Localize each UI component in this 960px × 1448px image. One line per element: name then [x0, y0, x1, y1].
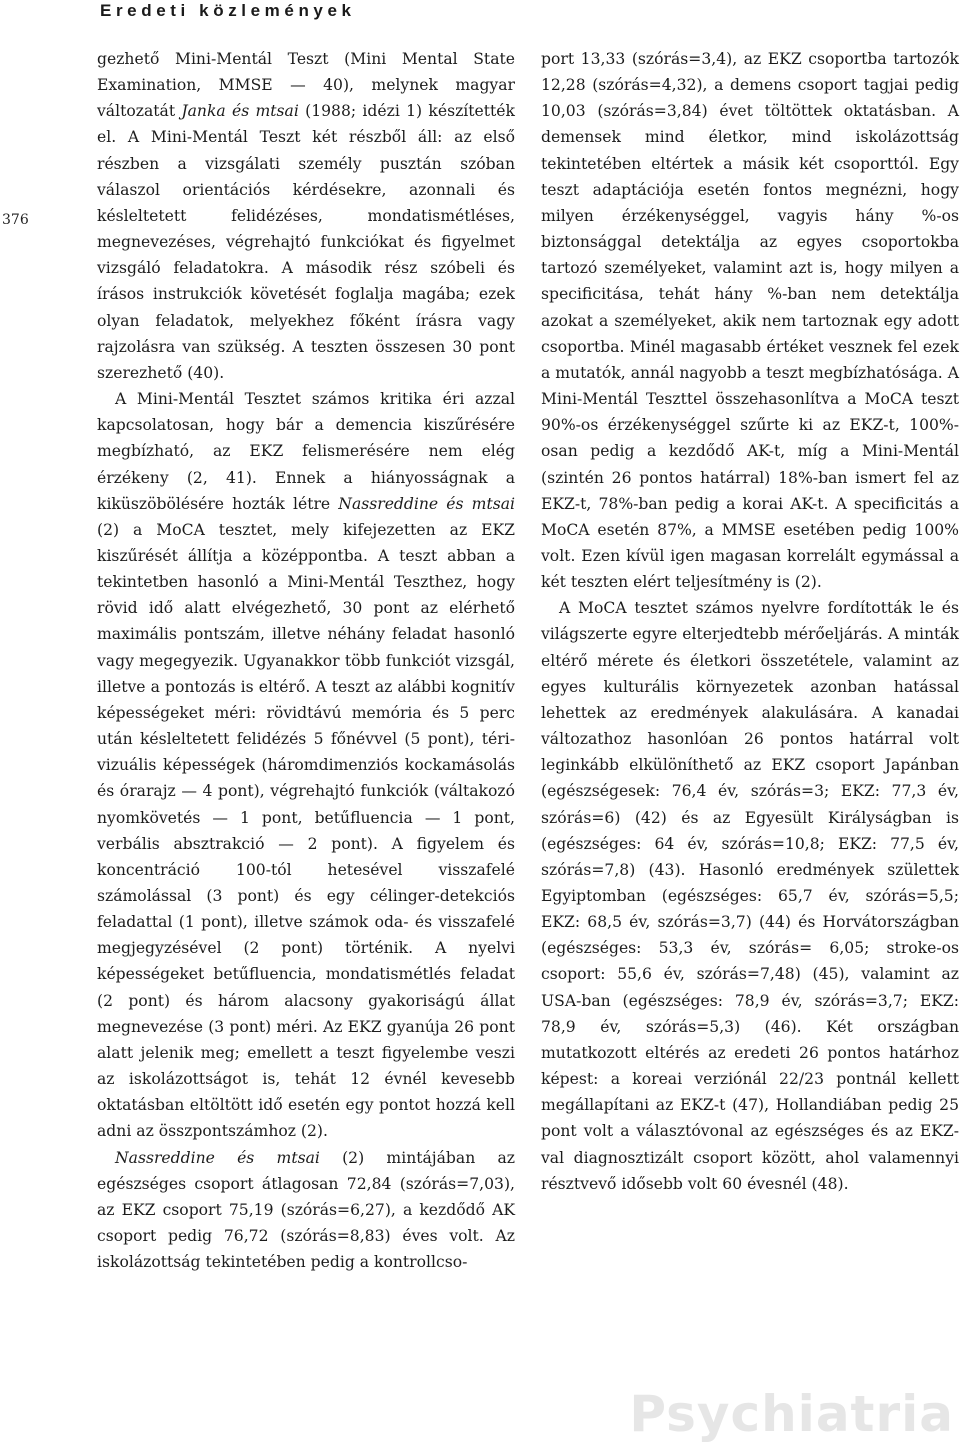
right-paragraph-1: port 13,33 (szórás=3,4), az EKZ csoportba tartozók 12,28 (szórás=4,32), a demens csoport tagjai pedig 10,03 (szórás=3,84) évet töltöttek oktatásban. A demensek mind életkor, mind iskolázottság tekintetében eltértek a másik két csoporttól. Egy teszt adaptációja esetén fontos megnézni, hogy milyen érzékenységgel, vagyis hány %-os biztonsággal detektálja az egyes csoportokba tartozó személyeket, valamint azt is, hogy milyen a specificitása, tehát hány %-ban nem detektálja azokat a személyeket, akik nem tartoznak egy adott csoportba. Minél magasabb értéket vesznek fel ezek a mutatók, annál nagyobb a teszt megbízhatósága. A Mini-Mentál Teszttel összehasonlítva a MoCA teszt 90%-os érzékenységgel szűrte ki az EKZ-t, 100%-osan pedig a kezdődő AK-t, míg a Mini-Mentál (szintén 26 pontos határral) 18%-ban ismert fel az EKZ-t, 78%-ban pedig a korai AK-t. A specificitás a MoCA esetén 87%, a MMSE esetében pedig 100% volt. Ezen kívül igen magasan korrelált egymással a két teszten elért teljesítmény is (2).: [541, 50, 959, 592]
text-run: (1988; idézi 1) készítették el. A Mini-Mentál Teszt két részből áll: az első részben a vizsgálati személy pusztán szóban válaszol orientációs kérdésekre, azonnali és késleltetett felidézéses, mondatismétléses, megnevezéses, végrehajtó funkciókat és figyelmet vizsgáló feladatokra. A második rész szóbeli és írásos instrukciók követését foglalja magába; ezek olyan feladatok, melyekhez főként írásra vagy rajzolásra van szükség. A teszten összesen 30 pont szerezhető (40).: [97, 102, 515, 382]
author-citation: Janka és mtsai: [181, 102, 299, 121]
text-run: gezhető Mini-Mentál Teszt (Mini Mental State Examination, MMSE — 40), melynek magyar változatát: [97, 50, 515, 121]
right-paragraph-2: A MoCA tesztet számos nyelvre fordították le és világszerte egyre elterjedtebb mérőeljárás. A minták eltérő mérete és életkori összetétele, valamint az egyes kulturális környezetek azonban hatással lehettek az eredmények alakulására. A kanadai változathoz hasonlóan 26 pontos határral volt leginkább elkülöníthető az EKZ csoport Japánban (egészségesek: 76,4 év, szórás=3; EKZ: 77,3 év, szórás=6) (42) és az Egyesült Királyságban is (egészséges: 64 év, szórás=10,8; EKZ: 77,5 év, szórás=7,8) (43). Hasonló eredmények születtek Egyiptomban (egészséges: 65,7 év, szórás=5,5; EKZ: 68,5 év, szórás=3,7) (44) és Horvátországban (egészséges: 53,3 év, szórás= 6,05; stroke-os csoport: 55,6 év, szórás=7,48) (45), valamint az USA-ban (egészséges: 78,9 év, szórás=3,7; EKZ: 78,9 év, szórás=5,3) (46). Két országban mutatkozott eltérés az eredeti 26 pontos határhoz képest: a koreai verziónál 22/23 pontnál kellett megállapítani az EKZ-t (47), Hollandiában pedig 25 pont volt a választóvonal az egészséges és az EKZ-val diagnosztizált csoport között, ahol valamennyi résztvevő idősebb volt 60 évesnél (48).: [541, 599, 959, 1193]
author-citation: Nassreddine és mtsai: [115, 1148, 320, 1167]
text-run: (2) mintájában az egészséges csoport átlagosan 72,84 (szórás=7,03), az EKZ csoport 75,19 (szórás=6,27), a kezdődő AK csoport pedig 76,72 (szórás=8,83) éves volt. Az iskolázottság tekintetében pedig a kontrollcso-: [97, 1148, 515, 1272]
left-column: [97, 46, 515, 1275]
left-paragraph-1: [97, 46, 515, 386]
left-paragraph-2: [97, 386, 515, 1145]
author-citation: Nassreddine és mtsai: [338, 494, 516, 513]
right-column: [541, 46, 959, 1197]
journal-brand-watermark: Psychiatria: [629, 1385, 954, 1443]
text-run: A Mini-Mentál Tesztet számos kritika éri azzal kapcsolatosan, hogy bár a demencia kiszűrésére megbízható, az EKZ felismerésére nem elég érzékeny (2, 41). Ennek a hiányosságnak a kiküszöbölésére hozták létre: [97, 390, 515, 513]
section-label: Eredeti közlemények: [100, 1, 356, 20]
left-paragraph-3: [97, 1145, 515, 1276]
page-number: 376: [2, 212, 29, 228]
text-run: (2) a MoCA tesztet, mely kifejezetten az EKZ kiszűrését állítja a középpontba. A teszt abban a tekintetben hasonló a Mini-Mentál Teszthez, hogy rövid idő alatt elvégezhető, 30 pont az elérhető maximális pontszám, illetve néhány feladat hasonló vagy megegyezik. Ugyanakkor több funkciót vizsgál, illetve a pontozás is eltérő. A teszt az alábbi kognitív képességeket méri: rövidtávú memória és 5 perc után késleltetett felidézés 5 főnévvel (5 pont), téri-vizuális képességek (háromdimenziós kockamásolás és órarajz — 4 pont), végrehajtó funkciók (váltakozó nyomkövetés — 1 pont, betűfluencia — 1 pont, verbális absztrakció — 2 pont). A figyelem és koncentráció 100-tól hetesével visszafelé számolással (3 pont) és egy célinger-detekciós feladattal (1 pont), illetve számok oda- és visszafelé megjegyzésével (2 pont) történik. A nyelvi képességeket betűfluencia, mondatismétlés feladat (2 pont) és három alacsony gyakoriságú állat megnevezése (3 pont) méri. Az EKZ gyanúja 26 pont alatt jelenik meg; emellett a teszt figyelembe veszi az iskolázottságot is, tehát 12 évnél kevesebb oktatásban eltöltött idő esetén egy pontot hozzá kell adni az összpontszámhoz (2).: [97, 520, 515, 1141]
